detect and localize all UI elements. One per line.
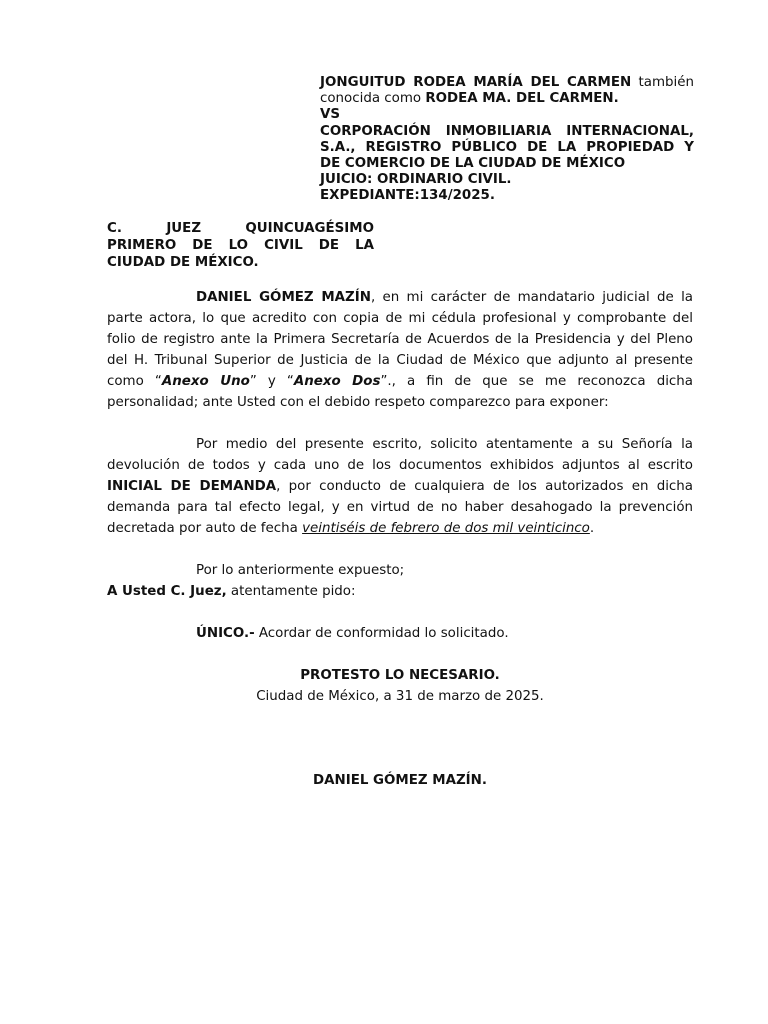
attorney-name: DANIEL GÓMEZ MAZÍN <box>196 290 371 305</box>
paragraph-introduction <box>107 287 693 413</box>
initial-demand-label: INICIAL DE DEMANDA <box>107 479 277 494</box>
paragraph2-text-b: , por conducto de cualquiera de los autorizados en dicha demanda para tal efecto legal, y en virtud de no haber desahogado la prevención decretada por auto de fecha <box>107 479 693 536</box>
defendant-line-1: CORPORACIÓN INMOBILIARIA INTERNACIONAL, <box>320 123 694 139</box>
case-caption <box>320 75 694 205</box>
petition-line-2 <box>107 581 693 602</box>
petition-line-2-rest: atentamente pido: <box>226 584 356 599</box>
defendant-line-2: S.A., REGISTRO PÚBLICO DE LA PROPIEDAD Y <box>320 139 694 155</box>
signature-name: DANIEL GÓMEZ MAZÍN. <box>313 773 487 788</box>
sole-text: Acordar de conformidad lo solicitado. <box>254 626 509 641</box>
decree-date: veintiséis de febrero de dos mil veinticinco <box>302 521 590 536</box>
paragraph-request <box>107 434 693 539</box>
annex-one: Anexo Uno <box>161 374 250 389</box>
paragraph1-text-b: ” y “ <box>249 374 294 389</box>
place-date-line: Ciudad de México, a 31 de marzo de 2025. <box>256 689 544 704</box>
defendant-line-3: DE COMERCIO DE LA CIUDAD DE MÉXICO <box>320 156 626 172</box>
paragraph-sole <box>107 623 693 644</box>
judge-address: A Usted C. Juez, <box>107 584 227 599</box>
plaintiff-name: JONGUITUD RODEA MARÍA DEL CARMEN <box>320 75 632 90</box>
plaintiff-alias: RODEA MA. DEL CARMEN. <box>425 91 619 107</box>
file-number: EXPEDIANTE:134/2025. <box>320 188 495 204</box>
paragraph2-text-a: Por medio del presente escrito, solicito atentamente a su Señoría la devolución de todos y cada uno de los documentos exhibidos adjuntos al escrito <box>107 437 693 473</box>
paragraph-petition <box>107 560 693 602</box>
trial-type: JUICIO: ORDINARIO CIVIL. <box>320 172 512 188</box>
paragraph1-text-a: , en mi carácter de mandatario judicial de la parte actora, lo que acredito con copia de mi cédula profesional y comprobante del folio de registro ante la Primera Secretaría de Acuerdos de la Presidencia y del Pleno del H. Tribunal Superior de Justicia de la Ciudad de México que adjunto al presente como “ <box>107 290 693 389</box>
also-known-text: también conocida como <box>320 75 694 107</box>
addressee-line-3: CIUDAD DE MÉXICO. <box>107 255 259 270</box>
paragraph2-text-c: . <box>589 521 595 536</box>
protest-line: PROTESTO LO NECESARIO. <box>300 668 500 683</box>
paragraph1-text-c: ”., a fin de que se me reconozca dicha personalidad; ante Usted con el debido respeto comparezco para exponer: <box>107 374 693 410</box>
sole-label: ÚNICO.- <box>196 626 255 641</box>
caption-parties-line <box>320 75 694 107</box>
addressee-block <box>107 220 374 271</box>
annex-two: Anexo Dos <box>293 374 381 389</box>
addressee-line-2: PRIMERO DE LO CIVIL DE LA <box>107 238 374 253</box>
addressee-line-1: C. JUEZ QUINCUAGÉSIMO <box>107 221 374 236</box>
versus-label: VS <box>320 107 341 123</box>
petition-line-1: Por lo anteriormente expuesto; <box>196 563 405 578</box>
